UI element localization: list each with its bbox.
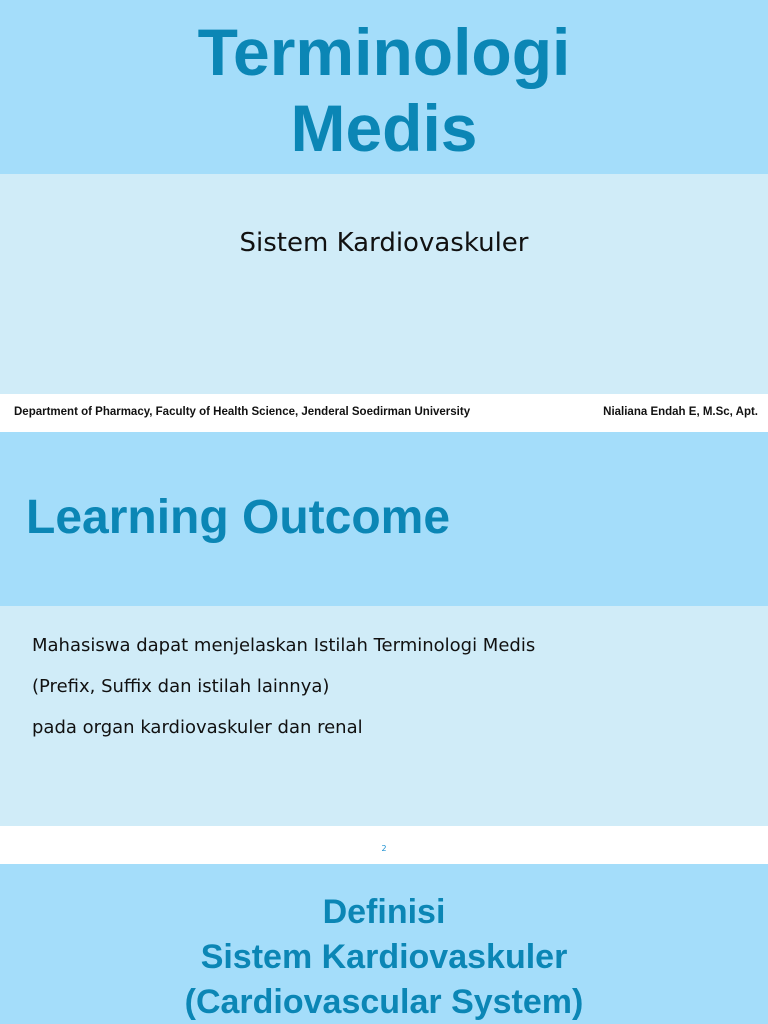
list-item: (Prefix, Suffix dan istilah lainnya) xyxy=(32,676,330,697)
title-line: Medis xyxy=(290,91,478,165)
footer-affiliation: Department of Pharmacy, Faculty of Health Science, Jenderal Soedirman University xyxy=(14,406,471,418)
slide-footer xyxy=(0,394,768,432)
title-line: (Cardiovascular System) xyxy=(184,983,584,1021)
title-line: Definisi xyxy=(322,893,446,931)
learning-outcome-list xyxy=(32,632,535,755)
slide-subtitle: Sistem Kardiovaskuler xyxy=(239,228,529,258)
slide-title xyxy=(0,890,768,1024)
list-item: pada organ kardiovaskuler dan renal xyxy=(32,717,363,738)
page-number: 2 xyxy=(381,844,387,853)
title-line: Terminologi xyxy=(197,15,571,89)
list-item: Mahasiswa dapat menjelaskan Istilah Terminologi Medis xyxy=(32,635,536,656)
footer-author: Nialiana Endah E, M.Sc, Apt. xyxy=(603,406,758,418)
slide-title: Learning Outcome xyxy=(26,491,451,544)
slide-title xyxy=(0,14,768,166)
content-band xyxy=(0,174,768,394)
title-line: Sistem Kardiovaskuler xyxy=(200,938,568,976)
